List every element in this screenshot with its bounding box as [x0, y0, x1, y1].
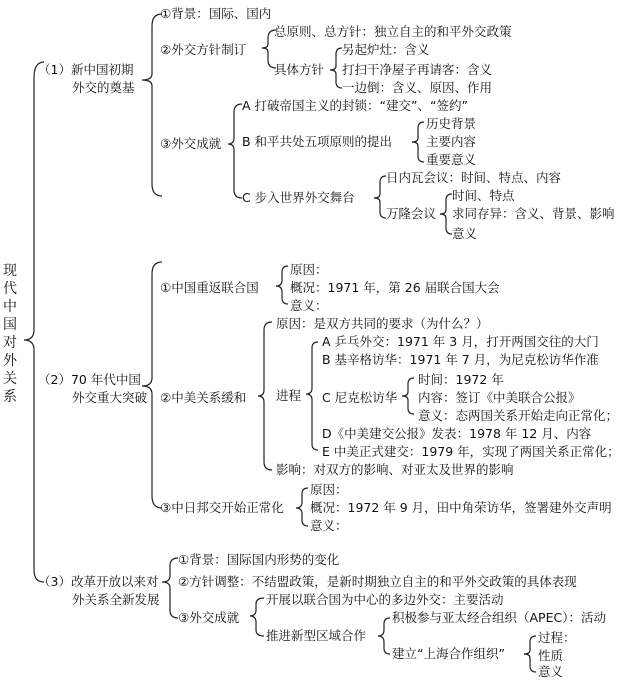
root-brace [24, 62, 44, 582]
s1-specific-item: 一边倒：含义、原因、作用 [342, 80, 493, 95]
s1-achievements: ③外交成就 [160, 136, 222, 151]
s1-ach-b-item: 主要内容 [426, 134, 477, 149]
s2-jp-item: 原因： [310, 482, 348, 497]
s2-us-process: 进程 [276, 388, 302, 403]
s2-jp-item: 意义： [310, 518, 348, 533]
s2-us-step-e: E 中美正式建交：1979 年，实现了两国关系正常化； [322, 444, 620, 459]
bandung-brace [440, 194, 452, 234]
s2-jp-normalization: ③中日邦交开始正常化 [160, 500, 284, 515]
s1-ach-b-item: 重要意义 [426, 152, 477, 167]
s3-brace [162, 558, 178, 618]
s1-ach-b-item: 历史背景 [426, 116, 477, 131]
s2-title-line2: 外交重大突破 [72, 390, 148, 405]
s3-sco: 建立“上海合作组织” [392, 646, 505, 661]
s1-policy-formulation: ②外交方针制订 [160, 42, 247, 57]
s3-multilateral: 开展以联合国为中心的多边外交：主要活动 [266, 592, 504, 607]
s1-ach-c: C 步入世界外交舞台 [242, 190, 355, 205]
s1-title-line1: （1）新中国初期 [38, 62, 134, 77]
s2-title-line1: （2）70 年代中国 [38, 372, 141, 387]
root-title: 现代中国对外关系 [3, 263, 17, 405]
c-brace [374, 176, 386, 218]
process-brace [306, 342, 318, 450]
s2-us-step-d: D《中美建交公报》发表：1978 年 12 月、内容 [322, 426, 592, 441]
s3-sco-item: 过程： [538, 630, 576, 645]
s3-regional: 推进新型区域合作 [266, 628, 367, 643]
s1-bandung: 万隆会议 [386, 206, 437, 221]
s3-sco-item: 性质 [538, 648, 564, 663]
s2-un-item: 原因： [290, 262, 328, 277]
specific-brace [330, 48, 342, 88]
s1-bandung-item: 意义 [452, 226, 478, 241]
s3-policy-adjust: ②方针调整：不结盟政策，是新时期独立自主的和平外交政策的具体表现 [178, 574, 577, 589]
s2-brace [142, 262, 162, 508]
s1-general-principle: 总原则、总方针：独立自主的和平外交政策 [274, 24, 512, 39]
s1-bandung-item: 求同存异：含义、背景、影响 [452, 206, 615, 221]
s1-ach-a: A 打破帝国主义的封锁：“建交”、“签约” [242, 98, 468, 113]
s1-geneva: 日内瓦会议：时间、特点、内容 [386, 170, 562, 185]
s1-background: ①背景：国际、国内 [160, 6, 272, 21]
s2-un-item: 意义： [290, 298, 328, 313]
s2-us-effect: 影响：对双方的影响、对亚太及世界的影响 [276, 462, 514, 477]
s2-us-step-c: C 尼克松访华 [322, 390, 398, 405]
s2-us-reason: 原因：是双方共同的要求（为什么？） [276, 316, 489, 331]
s3-title-line2: 外关系全新发展 [72, 592, 160, 607]
s2-us-step-b: B 基辛格访华：1971 年 7 月，为尼克松访华作准 [322, 352, 599, 367]
s3-achievements: ③外交成就 [178, 610, 240, 625]
s3-sco-item: 意义 [538, 664, 564, 679]
s2-un-item: 概况：1971 年，第 26 届联合国大会 [290, 280, 500, 295]
s1-specific-item: 打扫干净屋子再请客：含义 [342, 62, 493, 77]
s2-nixon-item: 意义：态两国关系开始走向正常化； [418, 408, 619, 423]
s2-nixon-item: 内容：签订《中美联合公报》 [418, 390, 581, 405]
jp-brace [296, 488, 308, 526]
s1-title-line2: 外交的奠基 [72, 80, 135, 95]
s3-apec: 积极参与亚太经合组织（APEC）：活动 [392, 610, 606, 625]
nixon-brace [402, 378, 414, 414]
s1-brace [142, 14, 162, 196]
s2-jp-item: 概况：1972 年 9 月，田中角荣访华，签署建外交声明 [310, 500, 612, 515]
s3-title-line1: （3）改革开放以来对 [38, 574, 159, 589]
s2-un-return: ①中国重返联合国 [160, 280, 259, 295]
s1-ach-b: B 和平共处五项原则的提出 [242, 134, 393, 149]
ach1-brace [228, 104, 242, 198]
s1-specific-policies: 具体方针 [274, 62, 325, 77]
un-brace [276, 266, 288, 304]
s3-background: ①背景：国际国内形势的变化 [178, 552, 340, 567]
s2-us-easing: ②中美关系缓和 [160, 390, 247, 405]
us-brace [258, 322, 272, 470]
ach3-brace [250, 598, 264, 636]
five-principles-brace [412, 122, 424, 162]
regional-brace [378, 618, 390, 654]
sco-brace [524, 636, 536, 672]
s2-us-step-a: A 乒乓外交：1971 年 3 月，打开两国交往的大门 [322, 334, 599, 349]
s1-bandung-item: 时间、特点 [452, 188, 515, 203]
s2-nixon-item: 时间：1972 年 [418, 372, 504, 387]
s1-specific-item: 另起炉灶：含义 [342, 42, 430, 57]
